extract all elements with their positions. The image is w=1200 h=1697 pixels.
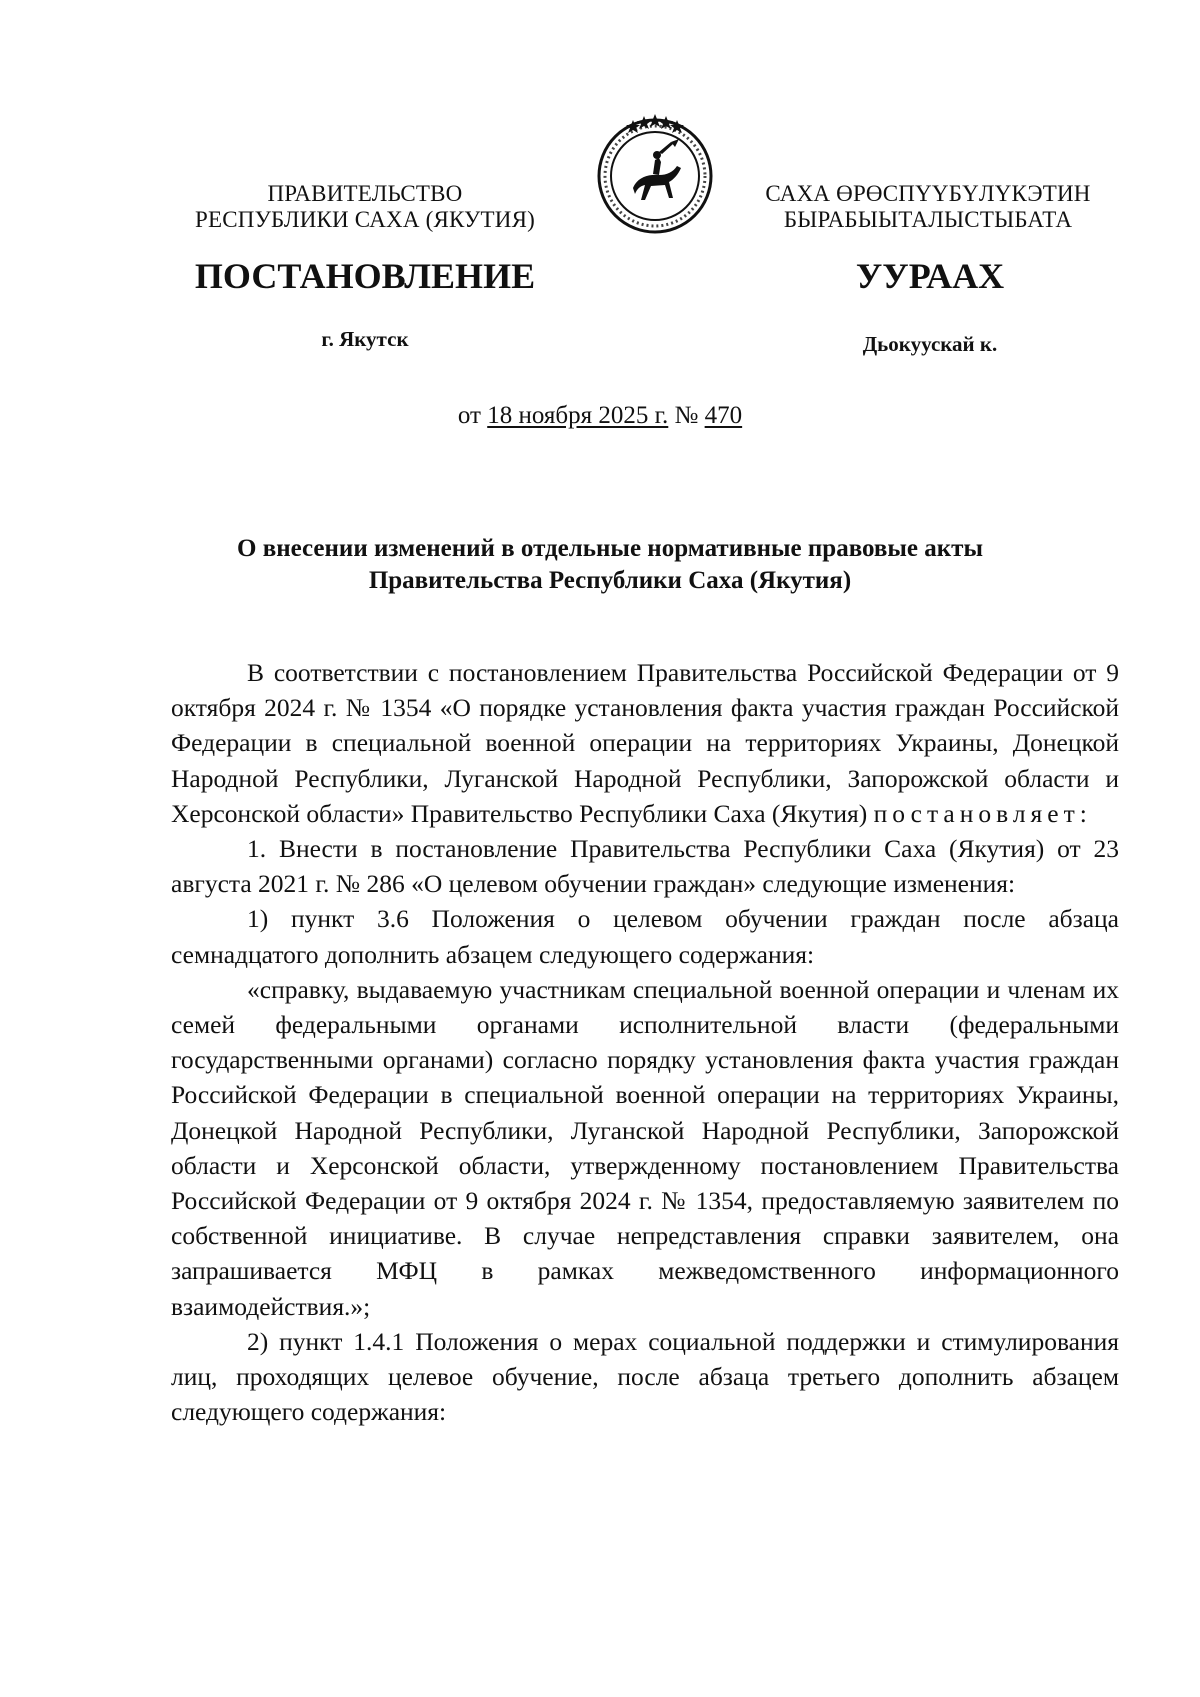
coat-of-arms-icon	[593, 112, 717, 236]
government-name-sakha	[740, 181, 1116, 233]
government-name-ru	[170, 181, 560, 233]
body-paragraph: 2) пункт 1.4.1 Положения о мерах социальной поддержки и стимулирования лиц, проходящих целевое обучение, после абзаца третьего дополнить абзацем следующего содержания:	[171, 1326, 1119, 1427]
document-date: 18 ноября 2025 г.	[487, 402, 669, 429]
document-title-line1: О внесении изменений в отдельные нормативные правовые акты	[237, 535, 983, 562]
document-number: 470	[704, 402, 743, 429]
government-name-ru-line2: РЕСПУБЛИКИ САХА (ЯКУТИЯ)	[194, 207, 536, 232]
document-title	[150, 533, 1070, 597]
number-sign: №	[674, 402, 699, 429]
document-body	[171, 655, 1119, 1429]
document-type-ru: ПОСТАНОВЛЕНИЕ	[194, 256, 536, 296]
government-name-ru-line1: ПРАВИТЕЛЬСТВО	[267, 181, 463, 206]
body-paragraph: 1) пункт 3.6 Положения о целевом обучении граждан после абзаца семнадцатого дополнить абзацем следующего содержания:	[171, 904, 1119, 969]
body-paragraph: 1. Внести в постановление Правительства Республики Саха (Якутия) от 23 августа 2021 г. № 286 «О целевом обучении граждан» следующие изменения:	[171, 834, 1119, 899]
document-type-sakha: УУРААХ	[855, 256, 1005, 296]
date-prefix: от	[457, 402, 481, 429]
document-title-line2: Правительства Республики Саха (Якутия)	[368, 567, 852, 594]
government-name-sakha-line1: САХА ӨРӨСПҮҮБҮЛҮКЭТИН	[765, 181, 1091, 206]
date-number-line	[0, 402, 1200, 430]
city-sakha: Дьокуускай к.	[862, 332, 998, 356]
body-paragraph	[171, 655, 1119, 831]
government-name-sakha-line2: БЫРАБЫЫТАЛЫСТЫБАТА	[783, 207, 1073, 232]
preamble-text: В соответствии с постановлением Правительства Российской Федерации от 9 октября 2024 г. № 1354 «О порядке установления факта участия граждан Российской Федерации в специальной военной операции на территориях Украины, Донецкой Народной Республики, Луганской Народной Республики, Запорожской области и Херсонской области» Правительство Республики Саха (Якутия)	[171, 658, 1119, 828]
resolve-word: постановляет:	[873, 798, 1092, 828]
city-ru: г. Якутск	[321, 327, 409, 351]
body-paragraph: «справку, выдаваемую участникам специальной военной операции и членам их семей федеральными органами исполнительной власти (федеральными государственными органами) согласно порядку установления факта участия граждан Российской Федерации в специальной военной операции на территориях Украины, Донецкой Народной Республики, Луганской Народной Республики, Запорожской области и Херсонской области, утвержденному постановлением Правительства Российской Федерации от 9 октября 2024 г. № 1354, предоставляемую заявителем по собственной инициативе. В случае непредставления справки заявителем, она запрашивается МФЦ в рамках межведомственного информационного взаимодействия.»;	[171, 974, 1119, 1321]
